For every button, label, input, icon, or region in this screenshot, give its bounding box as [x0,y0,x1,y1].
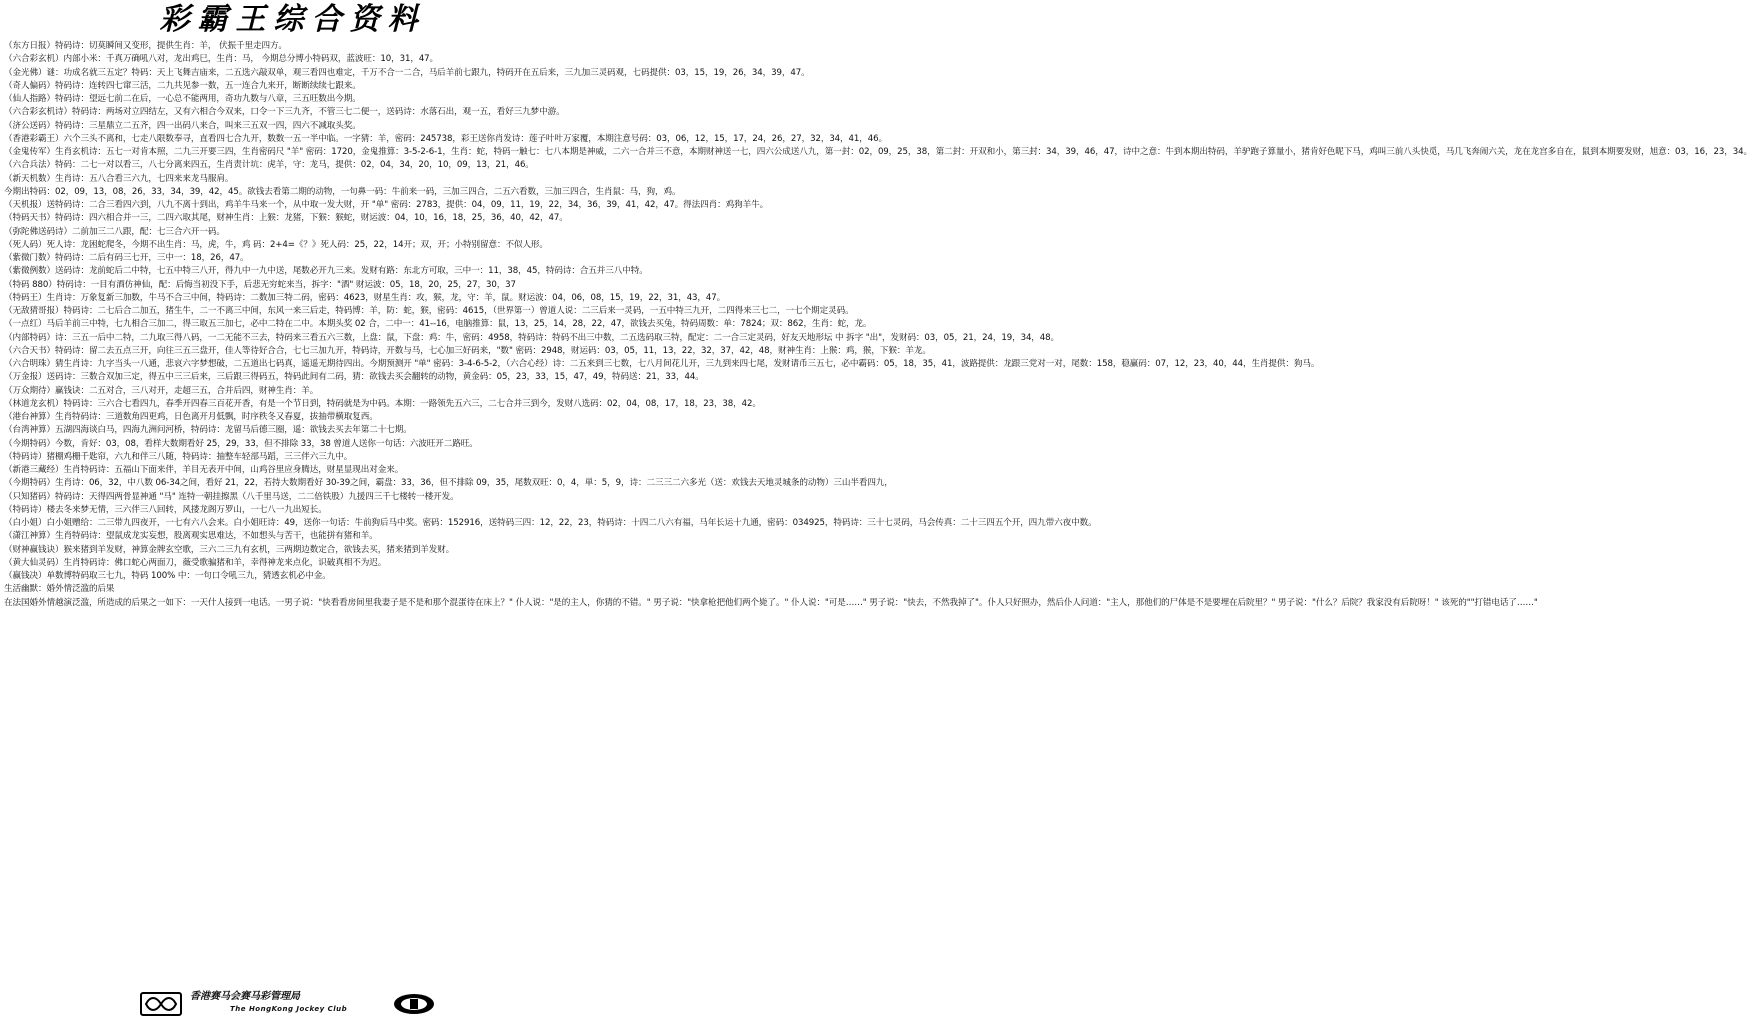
text-line: （只知猪码）特码诗：天得四两骨显神通 "马" 连特一朝挂擦黑（八千里马送，二二倍铁股）九援四三千七楼转一楼开发。 [4,491,459,502]
footer-chinese-text: 香港赛马会赛马彩管理局 [190,991,300,1002]
text-line: （万金报）送码诗：三数合双加三定，得五中三三后来，三后跟三得码五，特码此间有二码，猜：欲钱去买会翻转的动物，黄金码：05，23，33，15，47，49，特码送：21，33，44。 [4,372,704,383]
text-line: （白小姐）白小姐赠给：二三带九四夜开，一七有六八会来。白小姐旺诗：49，送你一句话：牛前狗后马中奖。密码：152916，送特码三四：12，22，23，特码诗：十四二八六有福，马年长运十九通，密码：034925，特码诗：三十七灵码，马会传真：二十三四五个开，四九带六夜中数。 [4,518,1097,528]
text-line: （天机报）送特码诗：二合三看四六到，八九不离十到出，鸡羊牛马来一个，从中取一发大财，开 "单" 密码：2783，提供：04，09，11，19，22，34，36，39，41，42，47。得法四肖：鸡狗羊牛。 [4,200,769,210]
text-line: （今期特码）生肖诗：06，32，中八数 06-34之间，看好 21，22，若持大数期看好 30-39之间，霸盘：33，36，但不排除 09，35，尾数双旺：0，4，単：5，9，诗：二三三二六多光（送：欢钱去天地灵城条的动物）三山半看四九， [4,478,893,489]
text-line: （紫微例数）送码诗：龙前蛇后二中特，七五中特三八开，得九中一九中送，尾数必开九三来。发财有路：东北方可取，三中一：11，38，45，特码诗：合五并三八中特。 [4,266,648,277]
footer-english-text: The HongKong Jockey Club [230,1005,348,1013]
text-line: 生活幽默：婚外情泛滥的后果 [4,584,115,595]
text-line: （港台神算）生肖特码诗：三道数角四更鸡，日色离开月低飘，时序秩冬又春夏，拔抽带横取复西。 [4,412,378,422]
text-line: （特码诗）猪棚鸡栅千匙帘，六九和伴三八随，特码诗：抽整车轻部马蹈，三三伴六三九中。 [4,451,353,462]
text-line: 今期出特码：02，09，13，08，26，33，34，39，42，45。欲钱去看第二期的动物，一句鼻一码：牛前来一码，三加三四合，二五六看数，三加三四合，生肖鼠：马，狗，鸡。 [4,186,681,197]
text-line: （赢钱决）单数博特码取三七九，特码 100% 中：一句口令吼三九，猜透玄机必中金。 [4,571,331,581]
document-body [4,40,1752,610]
text-line: （无敌猜哥报）特码诗：二七后合二加五，猪生牛，二一不离三中间，东风一来三后走，特码博：羊，防：蛇，猴，密码：4615，（世界第一）曾道人说：二三后来一灵码，一五中特三九开，二四得来三七二，一七个期定灵码。 [4,306,854,316]
text-line: 在法国婚外情越演泛滥，所造成的后果之一如下：一天什人接到一电话。一男子说："快看看房间里我妻子是不是和那个混蛋待在床上？" 仆人说："是的主人，你猜的不错。" 男子说："快拿枪把他们两个毙了。" 仆人说："可是……" 男子说："快去，不然我掉了"。仆人只好照办，然后仆人问道："主人，那他们的尸体是不是要埋在后院里？" 男子说："什么？后院？我家没有后院呀！" 该死的""打错电话了……" [4,597,1538,608]
ornament-logo-icon [392,992,436,1016]
text-line: （香港彩霸王）六个三头不离和，七走八限数奉寻，直看四七合九开，数数一五一半中临。一字猜：羊，密码：245738，彩王送你肖发诗：莲子叶叶万家覆，本期注意号码：03，06，12，15，17，24，26，27，32，34，41，46。 [4,133,888,144]
text-line: （财神赢钱诀）猴来猪到羊发财，神算金牌玄空歌，三六二三九有玄机，三两期边数定合，欲钱去买，猪来猪到羊发财。 [4,544,455,555]
text-line: （六合兵法）特码：二七一对以看三，八七分离来四五，生肖责计坑：虎羊，守：龙马，提供：02，04，34，20，10，09，13，21，46。 [4,160,534,171]
text-line: （特码天书）特码诗：四六相合并一三，二四六取其尾，财神生肖：上猴：龙猪，下猴：猴蛇，财运波：04，10，16，18，25，36，40，42，47。 [4,213,568,224]
footer [0,990,585,1020]
text-line: （潇江神算）生肖特码诗：望鼠成龙实妄想，股离观实思难达，不如想头与苦干，也能拼有猪和羊。 [4,531,378,542]
page-title: 彩霸王综合资料 [159,2,426,37]
text-line: （金鬼传军）生肖玄机诗：五七一对肯本照，二九三开要三四，生肖密码尺 "羊" 密码：1720，金鬼推算：3-5-2-6-1，生肖：蛇，特码一触七：七八本期是神威，二六一合并三不意，本期财神送一七，四六公成送八九，第一封：02，09，25，38，第二封：开双和小，第三封：34，39，46，47，诗中之意：牛到本期出特码，羊驴跑子算量小，猪肯好色昵下马，鸡叫三前八头快觅，马几飞奔闹六关，龙在龙宫多自在，鼠到本期要发财，旭意：03，16，23，34。 [4,147,1752,157]
text-line: （万众期待）赢钱诀：二五对合，三八对开，走超三五，合并后四，财神生肖：羊。 [4,385,319,396]
text-line: （六合彩玄机诗）特码诗：两场对立四结左，又有六相合今双来，口令一下三九齐，不管三七二便一，送码诗：水落石出，观一五，看好三九梦中游。 [4,107,565,118]
text-line: （东方日报）特码诗：切莫瞬间又变形，提供生肖：羊， 伏振千里走四方。 [4,41,287,51]
text-line: （死人码）死人诗：龙困蛇爬冬，今期不出生肖：马，虎，牛，鸡 码：2+4=《？》死人码：25，22，14开；双，开；小特别留意：不似人形。 [4,239,548,250]
text-line: （林道龙玄机）特码诗：三六合七看四九，春季开四春三百花开香，有是一个节日到，特码就是为中码。本期：一路领先五六三，二七合并三到今，发财八选码：02，04，08，17，18，23，38，42。 [4,398,761,409]
text-line: （内部特码）诗：三五一后中二特，二九取三得八码，一二无能不三去，特码来三看五六三数，上盘：鼠，下盘：鸡：牛，密码：4958，特码诗：特码不出三中数，二五选码取三特，配定：二一合三定灵码，好友天地形坛 中 拆字 "出"，发财码：03，05，21，24，19，34，48。 [4,332,1060,343]
text-line: （奇人偏码）特码诗：连转四七窜三活，二九共见参一数，五一连合九来开，断断续续七跟来。 [4,80,361,91]
text-line: （一点红）马后羊前三中特，七九相合三加二，得三取五三加七，必中二特在二中。本期头奖 02 合，二中一：41--16，电脑推算：鼠，13，25，14，28，22，47，欲钱去买兔，特码周数：单：7824；双：862，生肖：蛇，龙。 [4,319,872,330]
text-line: （六合彩玄机）内部小米：千真万确吼八对，龙出鸡巳，生肖：马， 今期总分博小特码双，蓝波旺：10，31，47。 [4,54,439,65]
text-line: （六合明珠）猜生肖诗：九字当头一八通，悲哀六字梦想破，二五道出七码真，遥遥无期待四出。今期预测开 "单" 密码：3-4-6-5-2，（六合心经）诗：二五来到三七数，七八月间花儿开，三九到来四七尾，发财请币三五七，必中霸码：05，18，35，41，波路提供：龙跟三党对一对，尾数：158，稳赢码：07，12，23，40，44，生肖提供：狗马。 [4,359,1320,369]
text-line: （黄大仙灵码）生肖特码诗：佛口蛇心两面刀，薇受歌骗猪和羊，幸得神龙来点化，识破真相不为迟。 [4,557,387,568]
text-line: （仙人指路）特码诗：望远七前二在后，一心总不能两用，奇功九数与八章，三五旺数出今期。 [4,94,361,104]
text-line: （特码王）生肖诗：万象复新三加数，牛马不合三中间，特码诗：二数加三特二码，密码：4623，财星生肖：攻，猴，龙，守：羊，鼠。财运波：04，06，08，15，19，22，31，43，47。 [4,292,726,303]
text-line: （今期特码）今数，肯好：03，08，看样大数期看好 25，29，33，但不排除 33，38 曾道人送你一句话：六波旺开二路旺。 [4,438,478,449]
text-line: （弥陀佛送码诗）二前加三二八跟，配：七三合六开一码。 [4,226,225,237]
text-line: （金光佛）谜：功成名就三五定？特码：天上飞舞吉庙来，二五选六敲双单，观三看四也难定，千万不合一二合，马后羊前七跟九，特码开在五后来，三九加三灵码观，七码提供：03，15，19，26，34，39，47。 [4,67,810,78]
text-line: （特码诗）楼去冬来梦无情，三六伴三八回转，风搂龙阁万罗山，一七八一九出短长。 [4,504,327,515]
text-line: （台湾神算）五湖四海谈白马，四海九洲问河桥，特码诗：龙留马后德三圈，遥：欲钱去买去年第二十七期。 [4,425,412,436]
text-line: （紫微门数）特码诗：二后有码三七开，三中一：18，26，47。 [4,253,249,263]
text-line: （新港三藏经）生肖特码诗：五福山下面来伴，羊目无表开中间，山鸡谷里应身腾达，财星显现出对金来。 [4,465,404,475]
text-line: （济公送码）特码诗：三星鼎立二五齐，四一出码八来合，叫来三五双一四，四六不减取头奖。 [4,120,361,131]
text-line: （六合天书）特码诗：留二去五点三开，向往三五三盘开，佳人等待好合合，七七三加九开，特码诗，开数与马，七心加三好码来，"数" 密码：2948，财运码：03，05，11，13，22，32，37，42，48，财神生肖：上猴：鸡，猴，下猴：羊龙。 [4,345,931,356]
jockey-club-logo-icon [140,992,182,1016]
text-line: （新天机数）生肖诗：五八合看三六九，七四来来龙马服肩。 [4,173,234,184]
text-line: （特码 880）特码诗：一目有酒仿神仙，配：后悔当初没下手，后悲无穷蛇来当，拆字："酒" 财运波：05，18，20，25，27，30，37 [4,279,516,290]
